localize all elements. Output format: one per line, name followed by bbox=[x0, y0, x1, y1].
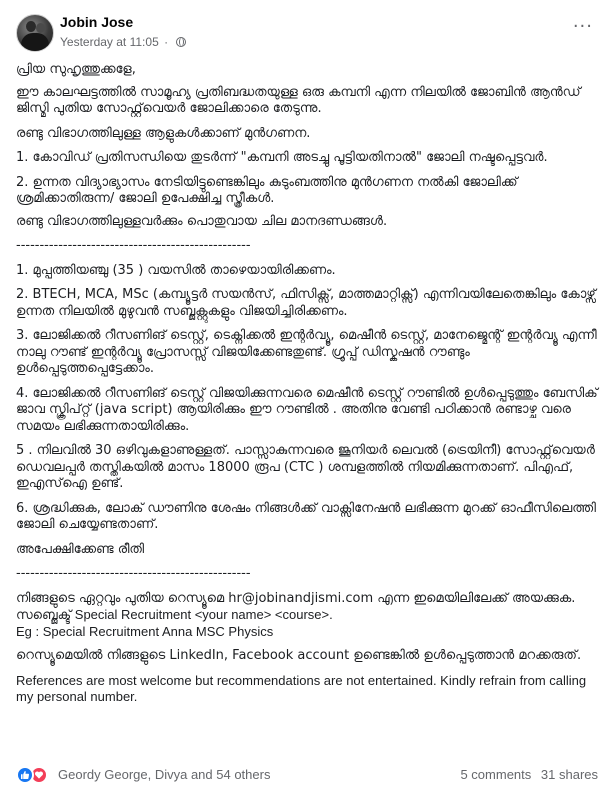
criteria-heading: രണ്ടു വിഭാഗത്തിലുള്ളവർക്കും പൊതുവായ ചില മാനദണ്ഡങ്ങൾ. bbox=[16, 213, 388, 229]
apply-text: നിങ്ങളുടെ ഏറ്റവും പുതിയ റെസ്യൂമെ hr@jobinandjismi.com എന്ന ഇമെയിലിലേക്ക് അയക്കുക. bbox=[16, 590, 576, 606]
more-options-icon[interactable]: ··· bbox=[572, 16, 593, 37]
shares-count[interactable]: 31 shares bbox=[540, 767, 598, 782]
divider: -------------------------------------------------- bbox=[16, 238, 251, 253]
engagement-stats bbox=[454, 767, 598, 782]
rule-2: 2. BTECH, MCA, MSc (കമ്പ്യൂട്ടർ സയൻസ്, ഫിസിക്സ്, മാത്തമാറ്റിക്സ്) എന്നിവയിലേതെങ്കിലും കോഴ്സ് ഉന്നത നിലയിൽ മുഴുവൻ സബ്ജക്റ്റുകളും വിജയിച്ചിരിക്കണം. bbox=[16, 287, 596, 319]
rule-1: 1. മുപ്പത്തിയഞ്ചു (35 ) വയസിൽ താഴെയായിരിക്കണം. bbox=[16, 262, 336, 278]
apply-heading: അപേക്ഷിക്കേണ്ട രീതി bbox=[16, 541, 145, 557]
category-1: 1. കോവിഡ് പ്രതിസന്ധിയെ തുടർന്ന് "കമ്പനി അടച്ചു പൂട്ടിയതിനാൽ" ജോലി നഷ്ടപ്പെട്ടവർ. bbox=[16, 150, 548, 165]
divider: -------------------------------------------------- bbox=[16, 566, 251, 581]
post-meta bbox=[60, 35, 186, 49]
rule-6: 6. ശ്രദ്ധിക്കുക, ലോക് ഡൗണിനു ശേഷം നിങ്ങൾക്ക് വാക്സിനേഷൻ ലഭിക്കുന്ന മുറക്ക് ഓഫീസിലെത്തി ജോലി ചെയ്യേണ്ടതാണ്. bbox=[16, 500, 596, 532]
globe-icon[interactable] bbox=[176, 37, 186, 47]
closing-note: References are most welcome but recommendations are not entertained. Kindly refrain from calling my personal number. bbox=[16, 672, 587, 704]
greeting: പ്രിയ സുഹൃത്തുക്കളേ, bbox=[16, 62, 136, 77]
reactors-text[interactable]: Geordy George, Divya and 54 others bbox=[58, 767, 271, 782]
comments-count[interactable]: 5 comments bbox=[460, 767, 532, 782]
resume-note: റെസ്യൂമെയിൽ നിങ്ങളുടെ LinkedIn, Facebook account ഉണ്ടെങ്കിൽ ഉൾപ്പെടുത്താൻ മറക്കരുത്. bbox=[16, 648, 582, 663]
meta-separator: · bbox=[164, 35, 169, 49]
like-icon bbox=[16, 766, 34, 784]
intro-paragraph: ഈ കാലഘട്ടത്തിൽ സാമൂഹ്യ പ്രതിബദ്ധതയുള്ള ഒരു കമ്പനി എന്ന നിലയിൽ ജോബിൻ ആൻഡ് ജിസ്മി പുതിയ സോഫ്റ്റ്‌വെയർ ജോലിക്കാരെ തേടുന്നു. bbox=[16, 84, 581, 116]
priority-line: രണ്ടു വിഭാഗത്തിലുള്ള ആളുകൾക്കാണ് മുൻഗണന. bbox=[16, 125, 311, 141]
post-footer bbox=[16, 765, 598, 785]
example-line: Eg : Special Recruitment Anna MSC Physics bbox=[16, 623, 274, 639]
post-body bbox=[16, 62, 598, 706]
post-time[interactable]: Yesterday at 11:05 bbox=[60, 35, 159, 49]
subject-line: സബ്ജെക്ട് Special Recruitment <your name> <course>. bbox=[16, 607, 333, 622]
author-name[interactable]: Jobin Jose bbox=[60, 14, 134, 30]
avatar[interactable] bbox=[16, 14, 54, 52]
rule-4: 4. ലോജിക്കൽ റീസണിങ് ടെസ്റ്റ് വിജയിക്കുന്നവരെ മെഷീൻ ടെസ്റ്റ് റൗണ്ടിൽ ഉൾപ്പെടുത്തും ബേസിക് ജാവ സ്ക്രിപ്റ്റ് (java script) ആയിരിക്കും ഈ റൗണ്ടിൽ . അതിനു വേണ്ടി പഠിക്കാൻ രണ്ടാഴ്ച വരെ സമയം ലഭിക്കുന്നതായിരിക്കും. bbox=[16, 385, 598, 434]
category-2: 2. ഉന്നത വിദ്യാഭ്യാസം നേടിയിട്ടുണ്ടെങ്കിലും കുടുംബത്തിനു മുൻഗണന നൽകി ജോലിക്ക് ശ്രമിക്കാതിരുന്ന/ ജോലി ഉപേക്ഷിച്ച സ്ത്രീകൾ. bbox=[16, 174, 518, 206]
reaction-icons[interactable] bbox=[16, 766, 52, 784]
rule-3: 3. ലോജിക്കൽ റീസണിങ് ടെസ്റ്റ്, ടെക്നിക്കൽ ഇന്റർവ്യൂ, മെഷീൻ ടെസ്റ്റ്, മാനേജ്മെന്റ് ഇന്റർവ്യൂ എന്നീ നാലു റൗണ്ട് ഇന്റർവ്യൂ പ്രോസസ്സ് വിജയിക്കേണ്ടതുണ്ട്. ഗ്രൂപ്പ് ഡിസ്കഷൻ റൗണ്ടും ഉൾപ്പെടുത്തപ്പെട്ടേക്കാം. bbox=[16, 328, 597, 376]
rule-5: 5 . നിലവിൽ 30 ഒഴിവുകളാണുള്ളത്. പാസ്സാകുന്നവരെ ജൂനിയർ ലെവൽ (ട്രെയിനീ) സോഫ്റ്റ്‌വെയർ ഡെവലപ്പർ തസ്തികയിൽ മാസം 18000 രൂപ (CTC ) ശമ്പളത്തിൽ നിയമിക്കുന്നതാണ്. പിഎഫ്, ഇഎസ്ഐ ഉണ്ട്. bbox=[16, 443, 595, 491]
